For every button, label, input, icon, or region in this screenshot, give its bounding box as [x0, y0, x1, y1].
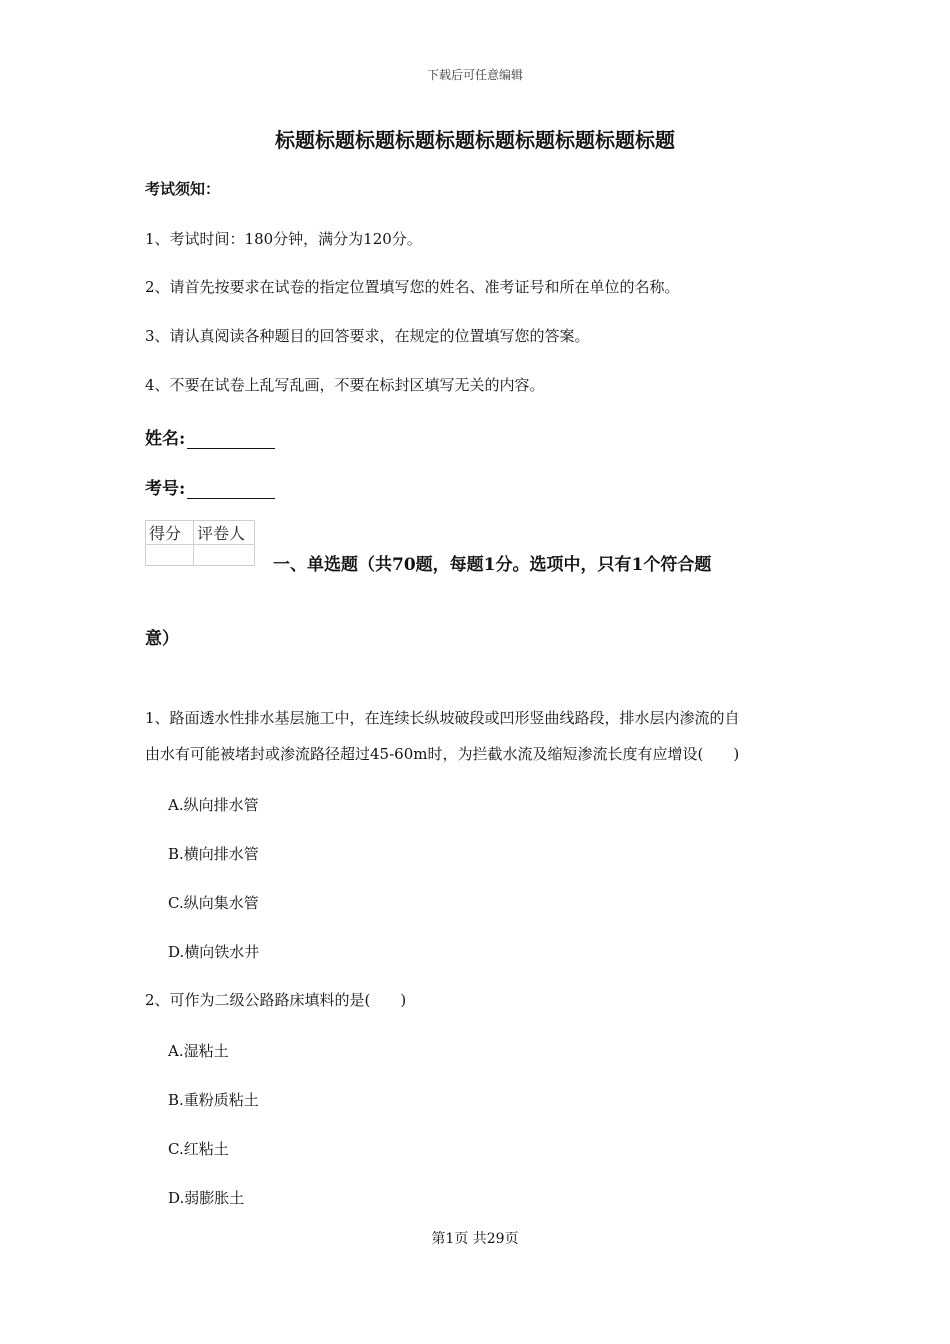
notice-heading: 考试须知：: [145, 180, 221, 198]
option-a: A.纵向排水管: [168, 796, 259, 814]
header-note: 下载后可任意编辑: [426, 68, 523, 82]
name-blank[interactable]: [187, 430, 275, 449]
grader-cell[interactable]: [194, 545, 255, 566]
notice-item: 2、请首先按要求在试卷的指定位置填写您的姓名、准考证号和所在单位的名称。: [145, 278, 680, 296]
id-blank[interactable]: [187, 480, 275, 499]
section-title: 一、单选题（共70题，每题1分。选项中，只有1个符合题: [273, 555, 712, 575]
option-d: D.横向铁水井: [168, 943, 260, 961]
notice-item: 4、不要在试卷上乱写乱画，不要在标封区填写无关的内容。: [145, 376, 545, 394]
page-footer: 第1页 共29页: [431, 1231, 519, 1247]
option-b: B.重粉质粘土: [168, 1091, 259, 1109]
grader-header: 评卷人: [194, 521, 255, 545]
id-field-row: [145, 474, 275, 499]
question-text: 2、可作为二级公路路床填料的是( ): [145, 991, 407, 1009]
score-cell[interactable]: [146, 545, 194, 566]
score-header: 得分: [146, 521, 194, 545]
option-c: C.纵向集水管: [168, 894, 259, 912]
name-label: 姓名:: [145, 429, 186, 449]
document-title: 标题标题标题标题标题标题标题标题标题标题: [275, 128, 675, 152]
option-c: C.红粘土: [168, 1140, 229, 1158]
name-field-row: [145, 424, 275, 449]
option-d: D.弱膨胀土: [168, 1189, 245, 1207]
score-table: [145, 520, 255, 566]
question-text: 1、路面透水性排水基层施工中，在连续长纵坡破段或凹形竖曲线路段，排水层内渗流的自: [145, 709, 740, 727]
option-a: A.湿粘土: [168, 1042, 229, 1060]
notice-item: 3、请认真阅读各种题目的回答要求，在规定的位置填写您的答案。: [145, 327, 590, 345]
question-text: 由水有可能被堵封或渗流路径超过45-60m时，为拦截水流及缩短渗流长度有应增设( ): [145, 745, 740, 763]
notice-item: 1、考试时间：180分钟，满分为120分。: [145, 230, 422, 248]
id-label: 考号:: [145, 479, 186, 499]
option-b: B.横向排水管: [168, 845, 259, 863]
section-title-continued: 意）: [145, 629, 179, 649]
